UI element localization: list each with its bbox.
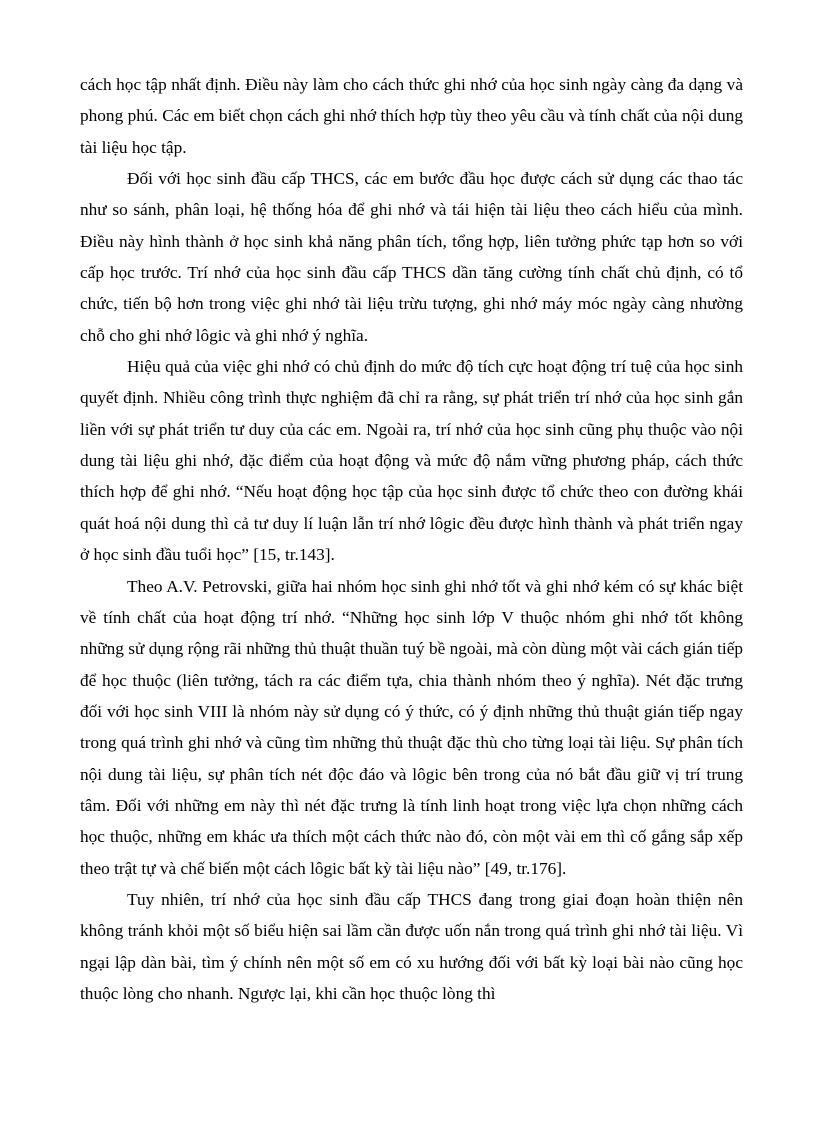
paragraph-thcs-memory: Đối với học sinh đầu cấp THCS, các em bước đầu học được cách sử dụng các thao tác như so sánh, phân loại, hệ thống hóa để ghi nhớ và tái hiện tài liệu theo cách hiểu của mình. Điều này hình thành ở học sinh khả năng phân tích, tổng hợp, liên tưởng phức tạp hơn so với cấp học trước. Trí nhớ của học sinh đầu cấp THCS dần tăng cường tính chất chủ định, có tổ chức, tiến bộ hơn trong việc ghi nhớ tài liệu trừu tượng, ghi nhớ máy móc ngày càng nhường chỗ cho ghi nhớ lôgic và ghi nhớ ý nghĩa.: [80, 169, 743, 345]
paragraph-petrovski: Theo A.V. Petrovski, giữa hai nhóm học sinh ghi nhớ tốt và ghi nhớ kém có sự khác biệt về tính chất của hoạt động trí nhớ. “Những học sinh lớp V thuộc nhóm ghi nhớ tốt không những sử dụng rộng rãi những thủ thuật thuần tuý bề ngoài, mà còn dùng một vài cách gián tiếp để học thuộc (liên tưởng, tách ra các điểm tựa, chia thành nhóm theo ý nghĩa). Nét đặc trưng đối với học sinh VIII là nhóm này sử dụng có ý thức, có ý định những thủ thuật gián tiếp ngay trong quá trình ghi nhớ và cũng tìm những thủ thuật đặc thù cho từng loại tài liệu. Sự phân tích nội dung tài liệu, sự phân tích nét độc đáo và lôgic bên trong của nó bắt đầu giữ vị trí trung tâm. Đối với những em này thì nét đặc trưng là tính linh hoạt trong việc lựa chọn những cách học thuộc, những em khác ưa thích một cách thức nào đó, còn một vài em thì cố gắng sắp xếp theo trật tự và chế biến một cách lôgic bất kỳ tài liệu nào” [49, tr.176].: [80, 576, 743, 878]
document-page: [80, 69, 743, 1009]
paragraph-continuation: cách học tập nhất định. Điều này làm cho cách thức ghi nhớ của học sinh ngày càng đa dạng và phong phú. Các em biết chọn cách ghi nhớ thích hợp tùy theo yêu cầu và tính chất của nội dung tài liệu học tập.: [80, 75, 743, 157]
paragraph-however: Tuy nhiên, trí nhớ của học sinh đầu cấp THCS đang trong giai đoạn hoàn thiện nên không tránh khỏi một số biểu hiện sai lầm cần được uốn nắn trong quá trình ghi nhớ tài liệu. Vì ngại lập dàn bài, tìm ý chính nên một số em có xu hướng đối với bất kỳ loại bài nào cũng học thuộc lòng cho nhanh. Ngược lại, khi cần học thuộc lòng thì: [80, 889, 743, 1003]
paragraph-memory-effectiveness: Hiệu quả của việc ghi nhớ có chủ định do mức độ tích cực hoạt động trí tuệ của học sinh quyết định. Nhiều công trình thực nghiệm đã chỉ ra rằng, sự phát triển trí nhớ của học sinh gắn liền với sự phát triển tư duy của các em. Ngoài ra, trí nhớ của học sinh cũng phụ thuộc vào nội dung tài liệu ghi nhớ, đặc điểm của hoạt động và mức độ nắm vững phương pháp, cách thức thích hợp để ghi nhớ. “Nếu hoạt động học tập của học sinh được tổ chức theo con đường khái quát hoá nội dung thì cả tư duy lí luận lẫn trí nhớ lôgic đều được hình thành và phát triển ngay ở học sinh đầu tuổi học” [15, tr.143].: [80, 357, 743, 565]
